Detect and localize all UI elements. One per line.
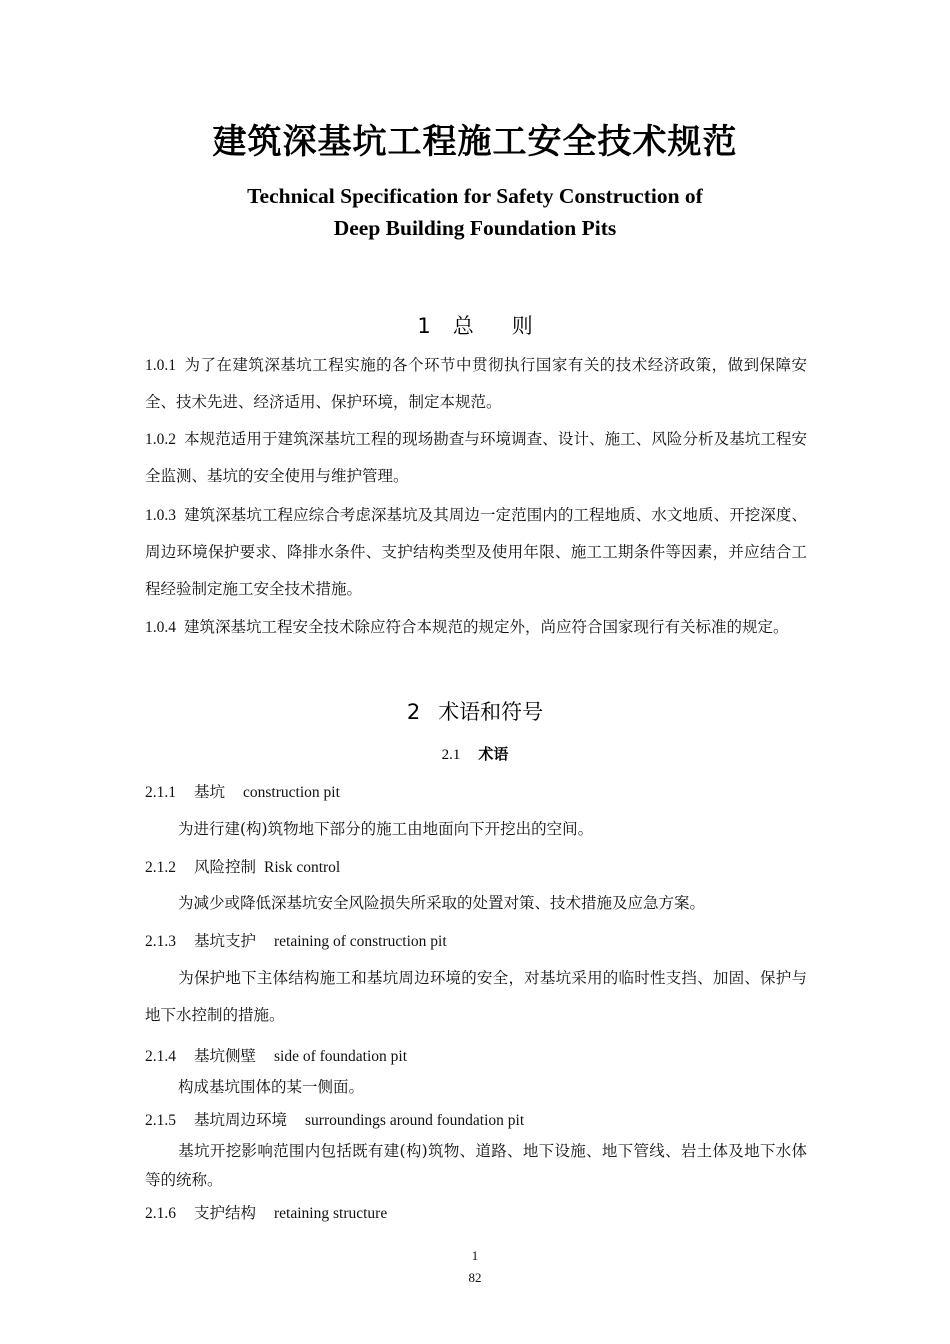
term-2-1-5-definition xyxy=(145,1137,807,1195)
page-number-global: 82 xyxy=(468,1270,482,1285)
term-2-1-1 xyxy=(145,780,807,802)
term-2-1-3-definition xyxy=(145,960,807,1034)
term-en: side of foundation pit xyxy=(274,1048,408,1065)
section-2-1-heading xyxy=(0,743,950,764)
term-cn: 风险控制 xyxy=(194,858,257,876)
clause-1-0-1 xyxy=(145,347,807,421)
page-number-local: 1 xyxy=(471,1248,479,1263)
document-title-cn: 建筑深基坑工程施工安全技术规范 xyxy=(212,122,738,162)
term-en: Risk control xyxy=(264,859,341,876)
term-2-1-5 xyxy=(145,1108,807,1130)
term-en: construction pit xyxy=(243,784,340,801)
term-cn: 基坑侧壁 xyxy=(194,1047,257,1065)
term-definition: 基坑开挖影响范围内包括既有建(构)筑物、道路、地下设施、地下管线、岩土体及地下水体等的统称。 xyxy=(145,1142,807,1189)
term-number: 2.1.5 xyxy=(145,1112,176,1129)
clause-1-0-2 xyxy=(145,421,807,495)
clause-number: 1.0.2 xyxy=(145,431,176,448)
term-number: 2.1.1 xyxy=(145,784,176,801)
clause-1-0-3 xyxy=(145,497,807,608)
term-number: 2.1.2 xyxy=(145,859,176,876)
chapter-2-heading xyxy=(0,696,950,726)
term-2-1-2 xyxy=(145,855,807,877)
chapter-1-heading xyxy=(0,310,950,340)
term-2-1-1-definition xyxy=(145,817,807,839)
section-number: 2.1 xyxy=(441,747,461,763)
chapter-2-number: 2 xyxy=(406,700,421,724)
clause-number: 1.0.1 xyxy=(145,357,176,374)
clause-number: 1.0.4 xyxy=(145,619,176,636)
clause-1-0-4 xyxy=(145,609,807,646)
term-2-1-2-definition xyxy=(145,891,807,913)
clause-text: 建筑深基坑工程安全技术除应符合本规范的规定外，尚应符合国家现行有关标准的规定。 xyxy=(184,618,789,636)
clause-text: 为了在建筑深基坑工程实施的各个环节中贯彻执行国家有关的技术经济政策，做到保障安全、技术先进、经济适用、保护环境，制定本规范。 xyxy=(145,356,807,411)
term-cn: 支护结构 xyxy=(194,1204,257,1222)
term-cn: 基坑 xyxy=(194,783,226,801)
term-definition: 构成基坑围体的某一侧面。 xyxy=(178,1078,365,1096)
term-number: 2.1.6 xyxy=(145,1205,176,1222)
section-title: 术语 xyxy=(478,745,509,763)
term-2-1-3 xyxy=(145,929,807,951)
term-cn: 基坑周边环境 xyxy=(194,1111,288,1129)
chapter-1-number: 1 xyxy=(417,314,431,338)
term-definition: 为保护地下主体结构施工和基坑周边环境的安全，对基坑采用的临时性支挡、加固、保护与地下水控制的措施。 xyxy=(145,969,807,1024)
document-title-en-line1: Technical Specification for Safety Construction of xyxy=(247,184,703,208)
chapter-1-title-b: 则 xyxy=(511,314,533,338)
clause-text: 建筑深基坑工程应综合考虑深基坑及其周边一定范围内的工程地质、水文地质、开挖深度、周边环境保护要求、降排水条件、支护结构类型及使用年限、施工工期条件等因素，并应结合工程经验制定施工安全技术措施。 xyxy=(145,506,807,598)
term-number: 2.1.4 xyxy=(145,1048,176,1065)
term-2-1-4 xyxy=(145,1044,807,1066)
term-en: surroundings around foundation pit xyxy=(305,1112,525,1129)
term-number: 2.1.3 xyxy=(145,933,176,950)
term-en: retaining of construction pit xyxy=(274,933,447,950)
term-cn: 基坑支护 xyxy=(194,932,257,950)
clause-text: 本规范适用于建筑深基坑工程的现场勘查与环境调查、设计、施工、风险分析及基坑工程安全监测、基坑的安全使用与维护管理。 xyxy=(145,430,807,485)
term-en: retaining structure xyxy=(274,1205,388,1222)
term-definition: 为减少或降低深基坑安全风险损失所采取的处置对策、技术措施及应急方案。 xyxy=(178,894,706,912)
term-definition: 为进行建(构)筑物地下部分的施工由地面向下开挖出的空间。 xyxy=(178,820,594,838)
term-2-1-6 xyxy=(145,1201,807,1223)
term-2-1-4-definition xyxy=(145,1075,807,1097)
chapter-1-title-a: 总 xyxy=(452,314,474,338)
document-title-en-line2: Deep Building Foundation Pits xyxy=(333,216,617,240)
clause-number: 1.0.3 xyxy=(145,507,176,524)
chapter-2-title: 术语和符号 xyxy=(438,700,544,724)
